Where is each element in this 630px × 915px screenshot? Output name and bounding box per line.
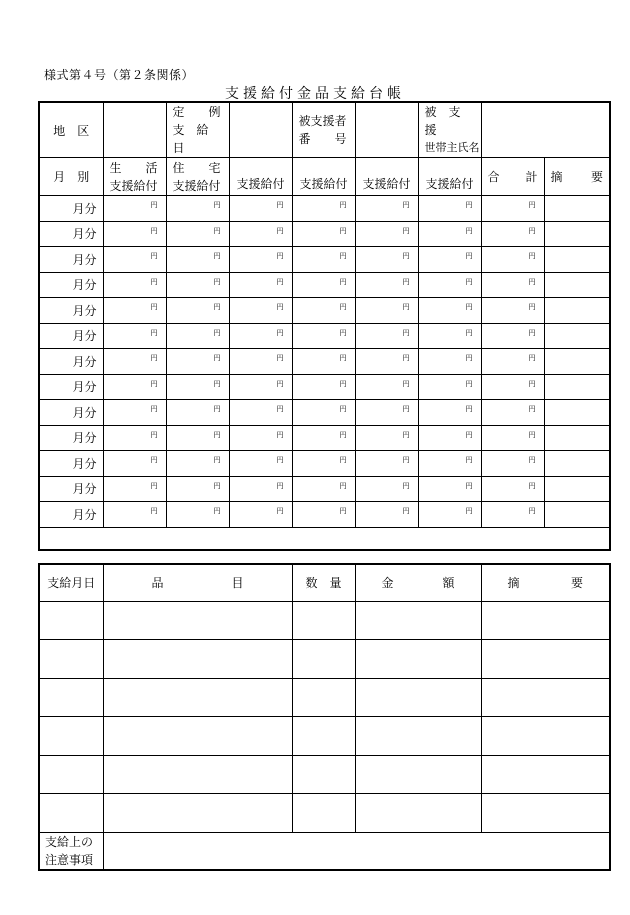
amount-cell[interactable]: 円 <box>418 425 481 451</box>
month-row <box>39 425 610 451</box>
remarks-cell[interactable] <box>481 717 610 756</box>
month-label[interactable]: 月分 <box>39 221 103 247</box>
amount-cell[interactable]: 円 <box>355 476 418 502</box>
amount-cell[interactable]: 円 <box>418 196 481 222</box>
label-line: 支援給付 <box>109 178 158 193</box>
amount-cell[interactable]: 円 <box>166 451 229 477</box>
blank-row <box>39 527 610 550</box>
amount-cell[interactable]: 円 <box>229 451 292 477</box>
amount-cell[interactable]: 円 <box>292 221 355 247</box>
amount-cell[interactable]: 円 <box>481 272 544 298</box>
district-field[interactable] <box>103 102 166 158</box>
item-header-row <box>39 564 610 601</box>
month-label[interactable]: 月分 <box>39 298 103 324</box>
amount-cell[interactable]: 円 <box>103 272 166 298</box>
notes-label <box>39 832 103 870</box>
fixed-payment-date-label <box>166 102 229 158</box>
amount-cell[interactable]: 円 <box>418 247 481 273</box>
item-cell[interactable] <box>103 678 292 717</box>
label-line: 住 宅 <box>172 160 221 175</box>
month-row <box>39 323 610 349</box>
living-support-header <box>103 158 166 196</box>
amount-cell[interactable]: 円 <box>418 451 481 477</box>
month-label[interactable]: 月分 <box>39 374 103 400</box>
amount-cell[interactable]: 円 <box>166 272 229 298</box>
household-head-field[interactable] <box>481 102 610 158</box>
amount-cell[interactable]: 円 <box>166 323 229 349</box>
amount-cell[interactable]: 円 <box>229 221 292 247</box>
amount-cell[interactable]: 円 <box>481 451 544 477</box>
amount-cell[interactable]: 円 <box>229 196 292 222</box>
month-row <box>39 272 610 298</box>
month-row <box>39 400 610 426</box>
month-row <box>39 502 610 528</box>
amount-cell[interactable]: 円 <box>481 247 544 273</box>
amount-cell[interactable]: 円 <box>355 400 418 426</box>
month-column-header: 月 別 <box>39 158 103 196</box>
amount-cell[interactable]: 円 <box>481 400 544 426</box>
amount-cell[interactable]: 円 <box>103 425 166 451</box>
amount-cell[interactable]: 円 <box>355 196 418 222</box>
month-row <box>39 374 610 400</box>
pay-month-cell[interactable] <box>39 640 103 679</box>
item-row <box>39 755 610 794</box>
quantity-cell[interactable] <box>292 640 355 679</box>
item-row <box>39 717 610 756</box>
notes-field[interactable] <box>103 832 610 870</box>
label-char: 要 <box>570 576 583 591</box>
notes-row <box>39 832 610 870</box>
label-line: 世帯主氏名 <box>424 141 480 154</box>
amount-cell[interactable]: 円 <box>481 349 544 375</box>
amount-cell[interactable]: 円 <box>229 425 292 451</box>
amount-cell[interactable]: 円 <box>292 323 355 349</box>
amount-cell[interactable]: 円 <box>103 323 166 349</box>
amount-cell[interactable] <box>355 717 481 756</box>
amount-cell[interactable]: 円 <box>418 374 481 400</box>
amount-cell[interactable]: 円 <box>103 298 166 324</box>
support-header: 支援給付 <box>418 158 481 196</box>
item-row <box>39 601 610 640</box>
amount-cell[interactable]: 円 <box>103 400 166 426</box>
amount-cell[interactable]: 円 <box>481 221 544 247</box>
amount-cell[interactable]: 円 <box>355 298 418 324</box>
remarks-cell[interactable] <box>481 640 610 679</box>
amount-cell[interactable]: 円 <box>418 400 481 426</box>
amount-cell[interactable]: 円 <box>166 247 229 273</box>
month-row <box>39 476 610 502</box>
remarks-cell[interactable] <box>544 349 610 375</box>
remarks-cell[interactable] <box>544 476 610 502</box>
item-cell[interactable] <box>103 640 292 679</box>
blank-cell[interactable] <box>39 527 610 550</box>
amount-cell[interactable]: 円 <box>166 502 229 528</box>
item-payment-table <box>38 563 611 871</box>
label-char: 目 <box>231 576 244 591</box>
item-cell[interactable] <box>103 794 292 833</box>
label-line: 支 給 日 <box>172 123 221 155</box>
remarks-cell[interactable] <box>481 678 610 717</box>
amount-cell[interactable]: 円 <box>166 196 229 222</box>
header-row-info <box>39 102 610 158</box>
amount-cell[interactable]: 円 <box>481 476 544 502</box>
amount-cell[interactable]: 円 <box>418 323 481 349</box>
amount-cell[interactable]: 円 <box>355 425 418 451</box>
amount-cell[interactable]: 円 <box>229 374 292 400</box>
amount-cell[interactable]: 円 <box>229 272 292 298</box>
amount-cell[interactable]: 円 <box>103 502 166 528</box>
amount-cell[interactable]: 円 <box>418 298 481 324</box>
amount-cell[interactable]: 円 <box>166 476 229 502</box>
item-cell[interactable] <box>103 717 292 756</box>
amount-cell[interactable]: 円 <box>292 425 355 451</box>
remarks-header <box>544 158 610 196</box>
label-char: 要 <box>590 170 603 184</box>
month-row <box>39 298 610 324</box>
pay-month-cell[interactable] <box>39 601 103 640</box>
amount-cell[interactable]: 円 <box>481 196 544 222</box>
form-number: 様式第４号（第２条関係） <box>44 68 195 82</box>
header-row-columns <box>39 158 610 196</box>
pay-month-cell[interactable] <box>39 755 103 794</box>
pay-month-cell[interactable] <box>39 794 103 833</box>
amount-cell[interactable]: 円 <box>355 323 418 349</box>
quantity-header: 数 量 <box>292 564 355 601</box>
amount-cell[interactable]: 円 <box>418 476 481 502</box>
quantity-cell[interactable] <box>292 601 355 640</box>
month-label[interactable]: 月分 <box>39 323 103 349</box>
amount-cell[interactable]: 円 <box>229 476 292 502</box>
month-row <box>39 451 610 477</box>
month-label[interactable]: 月分 <box>39 247 103 273</box>
amount-cell[interactable]: 円 <box>355 247 418 273</box>
amount-cell[interactable]: 円 <box>355 374 418 400</box>
housing-support-header <box>166 158 229 196</box>
amount-cell[interactable]: 円 <box>292 247 355 273</box>
amount-cell[interactable]: 円 <box>481 502 544 528</box>
remarks-cell[interactable] <box>544 298 610 324</box>
pay-month-cell[interactable] <box>39 678 103 717</box>
month-label[interactable]: 月分 <box>39 400 103 426</box>
amount-cell[interactable]: 円 <box>229 323 292 349</box>
amount-cell[interactable]: 円 <box>292 476 355 502</box>
remarks-cell[interactable] <box>481 755 610 794</box>
label-line: 生 活 <box>109 160 158 175</box>
item-row <box>39 640 610 679</box>
month-label[interactable]: 月分 <box>39 272 103 298</box>
remarks-cell[interactable] <box>544 374 610 400</box>
amount-cell[interactable] <box>355 601 481 640</box>
month-label[interactable]: 月分 <box>39 502 103 528</box>
amount-cell[interactable] <box>355 794 481 833</box>
month-row <box>39 221 610 247</box>
month-row <box>39 349 610 375</box>
recipient-number-label <box>292 102 355 158</box>
label-line: 番 号 <box>298 132 347 146</box>
amount-cell[interactable]: 円 <box>229 247 292 273</box>
label-line: 被 支 援 <box>424 105 473 137</box>
amount-cell[interactable]: 円 <box>103 221 166 247</box>
label-line: 定 例 <box>172 105 221 119</box>
amount-cell[interactable]: 円 <box>166 374 229 400</box>
item-cell[interactable] <box>103 601 292 640</box>
page-title: 支援給付金品支給台帳 <box>225 86 405 102</box>
amount-cell[interactable]: 円 <box>481 425 544 451</box>
amount-cell[interactable] <box>355 755 481 794</box>
item-cell[interactable] <box>103 755 292 794</box>
month-label[interactable]: 月分 <box>39 451 103 477</box>
label-char: 摘 <box>550 170 563 184</box>
amount-cell[interactable]: 円 <box>355 502 418 528</box>
amount-cell[interactable]: 円 <box>103 349 166 375</box>
remarks-cell[interactable] <box>544 196 610 222</box>
amount-cell[interactable]: 円 <box>481 323 544 349</box>
remarks-cell[interactable] <box>544 425 610 451</box>
pay-month-cell[interactable] <box>39 717 103 756</box>
amount-cell[interactable]: 円 <box>103 451 166 477</box>
fixed-payment-date-field[interactable] <box>229 102 292 158</box>
amount-cell[interactable]: 円 <box>166 298 229 324</box>
amount-cell[interactable]: 円 <box>292 272 355 298</box>
label-char: 摘 <box>507 576 520 591</box>
quantity-cell[interactable] <box>292 755 355 794</box>
amount-cell[interactable]: 円 <box>355 221 418 247</box>
amount-cell[interactable]: 円 <box>103 247 166 273</box>
remarks-cell[interactable] <box>544 502 610 528</box>
monthly-payment-table <box>38 101 611 551</box>
amount-cell[interactable]: 円 <box>166 425 229 451</box>
item-remarks-header <box>481 564 610 601</box>
amount-cell[interactable]: 円 <box>481 298 544 324</box>
label-line: 支援給付 <box>172 178 221 193</box>
month-label[interactable]: 月分 <box>39 476 103 502</box>
month-row <box>39 196 610 222</box>
label-char: 金 <box>381 576 394 591</box>
remarks-cell[interactable] <box>544 247 610 273</box>
support-header: 支援給付 <box>292 158 355 196</box>
remarks-cell[interactable] <box>544 221 610 247</box>
remarks-cell[interactable] <box>544 272 610 298</box>
month-label[interactable]: 月分 <box>39 425 103 451</box>
label-char: 品 <box>151 576 164 591</box>
label-line: 被支援者 <box>298 114 347 128</box>
amount-cell[interactable]: 円 <box>418 221 481 247</box>
amount-cell[interactable]: 円 <box>103 374 166 400</box>
remarks-cell[interactable] <box>481 601 610 640</box>
amount-cell[interactable]: 円 <box>355 272 418 298</box>
district-label: 地 区 <box>39 102 103 158</box>
amount-cell[interactable]: 円 <box>292 298 355 324</box>
label-char: 額 <box>442 576 455 591</box>
item-row <box>39 794 610 833</box>
amount-cell[interactable]: 円 <box>166 221 229 247</box>
month-label[interactable]: 月分 <box>39 196 103 222</box>
label-line: 注意事項 <box>45 852 94 867</box>
amount-cell[interactable]: 円 <box>166 349 229 375</box>
amount-cell[interactable]: 円 <box>229 502 292 528</box>
quantity-cell[interactable] <box>292 717 355 756</box>
item-header <box>103 564 292 601</box>
amount-cell[interactable] <box>355 640 481 679</box>
recipient-number-field[interactable] <box>355 102 418 158</box>
amount-cell[interactable]: 円 <box>481 374 544 400</box>
item-row <box>39 678 610 717</box>
amount-cell[interactable]: 円 <box>292 349 355 375</box>
amount-cell[interactable]: 円 <box>355 349 418 375</box>
pay-month-header: 支給月日 <box>39 564 103 601</box>
total-header <box>481 158 544 196</box>
amount-cell[interactable]: 円 <box>292 400 355 426</box>
amount-cell[interactable]: 円 <box>418 502 481 528</box>
amount-cell[interactable]: 円 <box>229 400 292 426</box>
quantity-cell[interactable] <box>292 794 355 833</box>
label-char: 合 <box>487 170 500 184</box>
amount-cell[interactable]: 円 <box>229 298 292 324</box>
label-line: 支給上の <box>45 834 94 849</box>
amount-cell[interactable] <box>355 678 481 717</box>
amount-cell[interactable]: 円 <box>103 196 166 222</box>
amount-cell[interactable]: 円 <box>418 349 481 375</box>
amount-cell[interactable]: 円 <box>355 451 418 477</box>
household-head-label <box>418 102 481 158</box>
amount-cell[interactable]: 円 <box>229 349 292 375</box>
remarks-cell[interactable] <box>544 400 610 426</box>
amount-cell[interactable]: 円 <box>418 272 481 298</box>
support-header: 支援給付 <box>229 158 292 196</box>
month-row <box>39 247 610 273</box>
remarks-cell[interactable] <box>544 451 610 477</box>
quantity-cell[interactable] <box>292 678 355 717</box>
remarks-cell[interactable] <box>481 794 610 833</box>
label-char: 計 <box>525 170 538 184</box>
amount-header <box>355 564 481 601</box>
amount-cell[interactable]: 円 <box>166 400 229 426</box>
amount-cell[interactable]: 円 <box>292 502 355 528</box>
remarks-cell[interactable] <box>544 323 610 349</box>
amount-cell[interactable]: 円 <box>292 451 355 477</box>
amount-cell[interactable]: 円 <box>292 374 355 400</box>
amount-cell[interactable]: 円 <box>103 476 166 502</box>
month-label[interactable]: 月分 <box>39 349 103 375</box>
support-header: 支援給付 <box>355 158 418 196</box>
amount-cell[interactable]: 円 <box>292 196 355 222</box>
